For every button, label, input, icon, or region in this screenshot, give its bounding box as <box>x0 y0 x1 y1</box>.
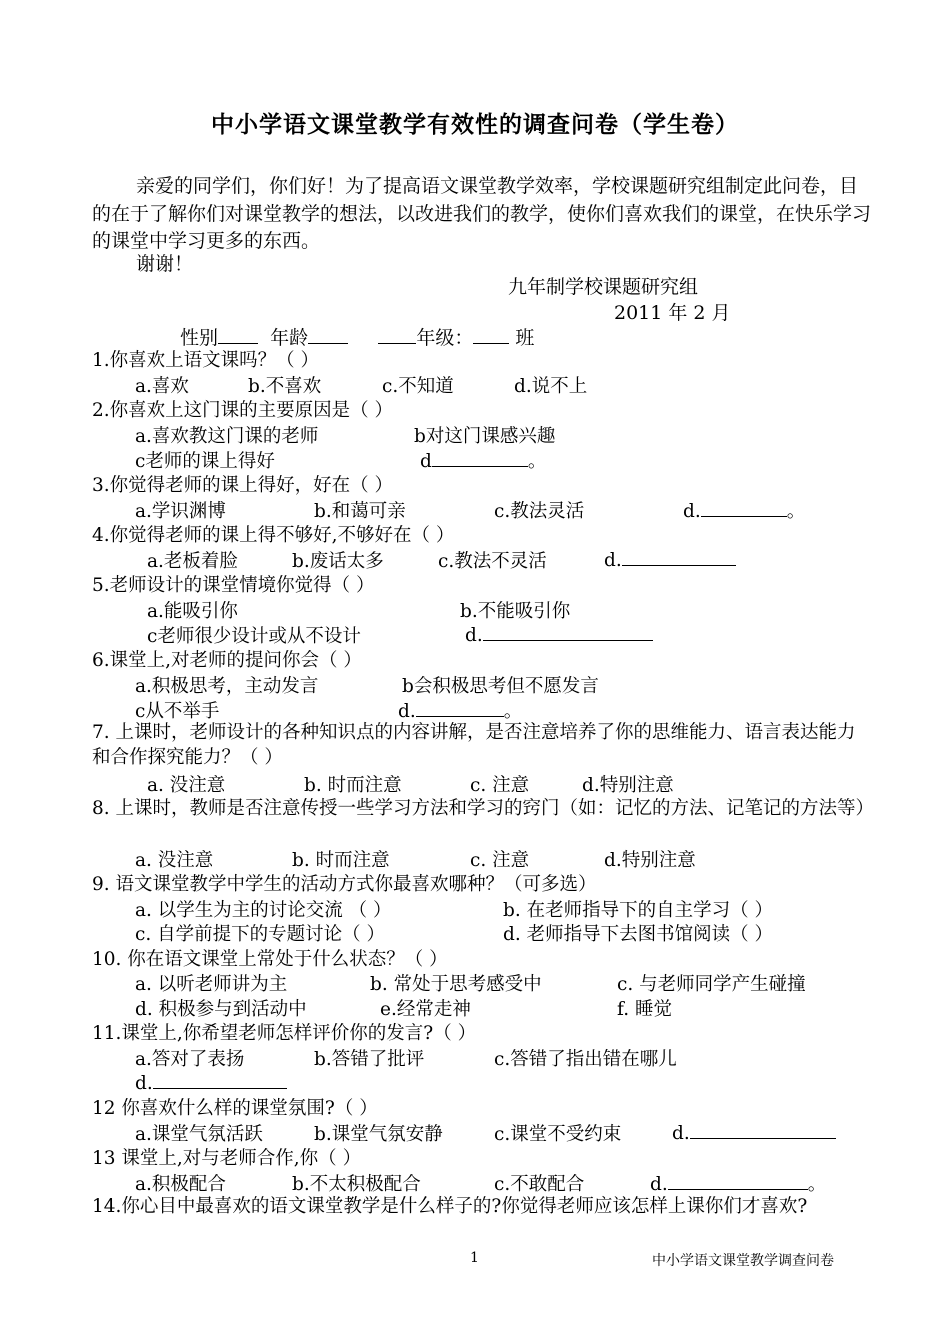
q3-option-c[interactable]: c.教法灵活 <box>494 501 585 522</box>
q11-option-d[interactable] <box>135 1070 287 1094</box>
q2-option-b[interactable]: b对这门课感兴趣 <box>414 426 556 447</box>
q6-d-blank[interactable] <box>416 698 504 717</box>
q5-d-blank[interactable] <box>483 622 653 641</box>
q10-option-f[interactable]: f. 睡觉 <box>617 999 672 1020</box>
q4-option-c[interactable]: c.教法不灵活 <box>438 551 547 572</box>
question-6: 6.课堂上,对老师的提问你会（ ） <box>92 650 362 671</box>
question-9: 9. 语文课堂教学中学生的活动方式你最喜欢哪种？（可多选） <box>92 874 597 895</box>
q9-option-a[interactable]: a. 以学生为主的讨论交流 （ ） <box>135 900 392 921</box>
q13-d-blank[interactable] <box>668 1171 808 1190</box>
question-10: 10. 你在语文课堂上常处于什么状态？（ ） <box>92 949 448 970</box>
q3-option-b[interactable]: b.和蔼可亲 <box>314 501 406 522</box>
q8-option-a[interactable]: a. 没注意 <box>135 850 214 871</box>
class-field[interactable] <box>473 325 509 344</box>
q6-option-b[interactable]: b会积极思考但不愿发言 <box>402 676 599 697</box>
q3-option-d[interactable] <box>683 497 805 523</box>
q8-option-d[interactable]: d.特别注意 <box>604 850 696 871</box>
q3-option-a[interactable]: a.学识渊博 <box>135 501 226 522</box>
q11-d-label: d. <box>135 1073 153 1094</box>
organization-name: 九年制学校课题研究组 <box>508 276 699 298</box>
q5-d-label: d. <box>465 625 483 646</box>
question-1: 1.你喜欢上语文课吗？（ ） <box>92 350 320 371</box>
q12-d-blank[interactable] <box>690 1120 836 1139</box>
q1-option-b[interactable]: b.不喜欢 <box>248 376 322 397</box>
q7-option-a[interactable]: a. 没注意 <box>147 775 226 796</box>
q9-option-d[interactable]: d. 老师指导下去图书馆阅读（ ） <box>503 924 773 945</box>
q13-option-a[interactable]: a.积极配合 <box>135 1174 226 1195</box>
q12-option-d[interactable] <box>672 1120 836 1144</box>
q11-option-b[interactable]: b.答错了批评 <box>314 1049 425 1070</box>
question-8: 8. 上课时，教师是否注意传授一些学习方法和学习的窍门（如：记忆的方法、记笔记的方法等） <box>92 798 875 819</box>
age-label: 年龄 <box>270 327 309 349</box>
page-number: 1 <box>470 1250 479 1266</box>
q6-d-label: d. <box>398 701 416 722</box>
q12-option-b[interactable]: b.课堂气氛安静 <box>314 1124 443 1145</box>
q6-option-c[interactable]: c从不举手 <box>135 701 220 722</box>
q2-option-d[interactable] <box>420 447 546 473</box>
q1-option-d[interactable]: d.说不上 <box>514 376 588 397</box>
page-title: 中小学语文课堂教学有效性的调查问卷（学生卷） <box>211 111 739 138</box>
class-label: 班 <box>515 327 535 349</box>
question-3: 3.你觉得老师的课上得好，好在（ ） <box>92 475 394 496</box>
document-date: 2011 年 2 月 <box>614 302 731 324</box>
q2-option-a[interactable]: a.喜欢教这门课的老师 <box>135 426 319 447</box>
age-field[interactable] <box>308 325 348 344</box>
q13-option-c[interactable]: c.不敢配合 <box>494 1174 585 1195</box>
q3-d-blank[interactable] <box>701 498 787 517</box>
question-5: 5.老师设计的课堂情境你觉得（ ） <box>92 575 375 596</box>
q5-option-a[interactable]: a.能吸引你 <box>147 601 238 622</box>
q6-option-a[interactable]: a.积极思考，主动发言 <box>135 676 319 697</box>
q5-option-b[interactable]: b.不能吸引你 <box>460 601 571 622</box>
q7-option-d[interactable]: d.特别注意 <box>582 775 674 796</box>
q13-option-d[interactable] <box>650 1170 826 1196</box>
q13-d-label: d. <box>650 1174 668 1195</box>
q7-option-c[interactable]: c. 注意 <box>470 775 530 796</box>
q4-option-d[interactable] <box>604 547 736 571</box>
grade-field[interactable] <box>378 325 416 344</box>
q5-option-d[interactable] <box>465 622 653 646</box>
intro-text: 亲爱的同学们，你们好！为了提高语文课堂教学效率，学校课题研究组制定此问卷，目的在于了解你们对课堂教学的想法，以改进我们的教学，使你们喜欢我们的课堂，在快乐学习的课堂中学习更多的东西。 <box>92 175 872 252</box>
question-13: 13 课堂上,对与老师合作,你（ ） <box>92 1148 362 1169</box>
q1-option-c[interactable]: c.不知道 <box>382 376 454 397</box>
q3-d-label: d. <box>683 501 701 522</box>
q9-option-c[interactable]: c. 自学前提下的专题讨论（ ） <box>135 924 386 945</box>
q7-option-b[interactable]: b. 时而注意 <box>304 775 402 796</box>
q10-option-d[interactable]: d. 积极参与到活动中 <box>135 999 307 1020</box>
gender-field[interactable] <box>218 325 258 344</box>
q2-d-end: 。 <box>527 451 547 472</box>
q12-option-c[interactable]: c.课堂不受约束 <box>494 1124 622 1145</box>
q10-option-a[interactable]: a. 以听老师讲为主 <box>135 974 288 995</box>
q4-option-a[interactable]: a.老板着脸 <box>147 551 238 572</box>
question-12: 12 你喜欢什么样的课堂氛围?（ ） <box>92 1098 378 1119</box>
q4-d-label: d. <box>604 550 622 571</box>
q2-d-label: d <box>420 451 432 472</box>
q13-d-end: 。 <box>807 1174 827 1195</box>
q12-option-a[interactable]: a.课堂气氛活跃 <box>135 1124 263 1145</box>
question-2: 2.你喜欢上这门课的主要原因是（ ） <box>92 400 394 421</box>
q4-d-blank[interactable] <box>622 547 736 566</box>
q8-option-c[interactable]: c. 注意 <box>470 850 530 871</box>
question-11: 11.课堂上,你希望老师怎样评价你的发言?（ ） <box>92 1023 477 1044</box>
q3-d-end: 。 <box>786 501 806 522</box>
gender-label: 性别 <box>180 327 219 349</box>
q6-d-end: 。 <box>503 701 523 722</box>
thanks-text: 谢谢！ <box>136 253 194 275</box>
question-4: 4.你觉得老师的课上得不够好,不够好在（ ） <box>92 525 455 546</box>
q8-option-b[interactable]: b. 时而注意 <box>292 850 390 871</box>
q4-option-b[interactable]: b.废话太多 <box>292 551 384 572</box>
q12-d-label: d. <box>672 1123 690 1144</box>
question-14: 14.你心目中最喜欢的语文课堂教学是什么样子的?你觉得老师应该怎样上课你们才喜欢? <box>92 1196 808 1217</box>
q5-option-c[interactable]: c老师很少设计或从不设计 <box>147 626 361 647</box>
q11-d-blank[interactable] <box>153 1070 287 1089</box>
grade-label: 年级： <box>416 327 474 349</box>
q2-d-blank[interactable] <box>432 448 528 467</box>
q10-option-c[interactable]: c. 与老师同学产生碰撞 <box>617 974 806 995</box>
q10-option-e[interactable]: e.经常走神 <box>380 999 471 1020</box>
intro-paragraph <box>92 173 872 256</box>
q1-option-a[interactable]: a.喜欢 <box>135 376 189 397</box>
q11-option-c[interactable]: c.答错了指出错在哪儿 <box>494 1049 677 1070</box>
q11-option-a[interactable]: a.答对了表扬 <box>135 1049 245 1070</box>
q13-option-b[interactable]: b.不太积极配合 <box>292 1174 421 1195</box>
q2-option-c[interactable]: c老师的课上得好 <box>135 451 275 472</box>
q9-option-b[interactable]: b. 在老师指导下的自主学习（ ） <box>503 900 773 921</box>
question-7: 7. 上课时，老师设计的各种知识点的内容讲解，是否注意培养了你的思维能力、语言表达能力和合作探究能力？（ ） <box>92 722 856 768</box>
footer-title: 中小学语文课堂教学调查问卷 <box>652 1253 834 1269</box>
q10-option-b[interactable]: b. 常处于思考感受中 <box>370 974 542 995</box>
